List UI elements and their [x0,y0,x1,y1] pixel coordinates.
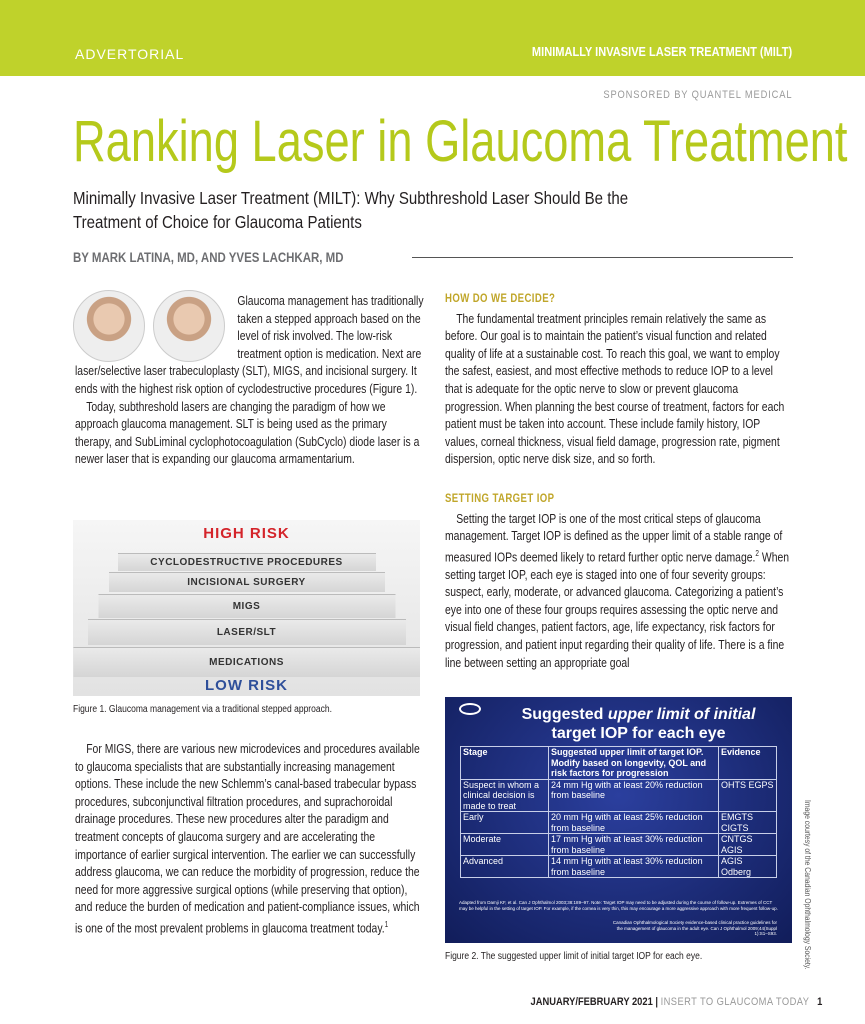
left-column [75,292,425,468]
slide-citation: Canadian Ophthalmological Society evidence-based clinical practice guidelines for the management of glaucoma in the adult eye. Can J Ophthalmol 2009;44(Suppl 1):S1–S93. [612,920,777,936]
header-cell: Evidence [719,747,777,780]
header-cell: Stage [461,747,549,780]
paragraph [75,740,425,937]
figure-2-caption: Figure 2. The suggested upper limit of initial target IOP for each eye. [445,951,703,962]
cell: CNTGS AGIS [719,834,777,856]
separator: | [652,996,661,1008]
sponsor-label: SPONSORED BY QUANTEL MEDICAL [602,89,792,101]
slide-note: Adapted from Damji KF, et al. Can J Ophthalmol 2003;38:189–97. Note: Target IOP may need to be adjusted during the course of follow-up. Extremes of CCT may be helpful in the setting of target IOP. For example, if the cornea is very thin, this may encourage a more aggressive approach with more frequent follow-up. [459,900,778,911]
title-part: target IOP for each eye [551,725,726,742]
cell: Advanced [461,856,549,878]
step-cyclodestructive: CYCLODESTRUCTIVE PROCEDURES [118,553,376,571]
right-column [445,290,793,671]
step-laser-slt: LASER/SLT [88,619,406,645]
target-iop-table [460,746,777,878]
step-migs: MIGS [98,594,395,618]
figure-1-staircase [73,520,420,696]
figure-1-caption: Figure 1. Glaucoma management via a traditional stepped approach. [73,704,332,715]
figure-2-slide [445,697,792,943]
advertorial-label: ADVERTORIAL [75,46,185,62]
page-footer [530,996,822,1008]
title-part: upper limit of initial [607,706,756,723]
paragraph-text: When setting target IOP, each eye is staged into one of four severity groups: suspect, early, moderate, or advanced glaucoma. Categorizing a patient’s eye into one of these four groups requires assessing the optic nerve and visual field changes, patient factors, age, life expectancy, risk factors for progression, and patient input regarding their quality of life. There is a fine line between setting an appropriate goal [445,549,790,670]
table-row [461,856,777,878]
cell: 17 mm Hg with at least 30% reduction from baseline [549,834,719,856]
cell: Suspect in whom a clinical decision is made to treat [461,779,549,812]
header-bar [0,0,865,76]
table-row [461,779,777,812]
article-subtitle: Minimally Invasive Laser Treatment (MILT): Why Subthreshold Laser Should Be the Treatment of Choice for Glaucoma Patients [73,188,629,232]
paragraph-text: Setting the target IOP is one of the most critical steps of glaucoma management. Target IOP is defined as the upper limit of a stable range of measured IOPs deemed likely to retard further optic nerve damage. [445,510,783,565]
issue-date: JANUARY/FEBRUARY 2021 [530,996,653,1008]
step-medications: MEDICATIONS [73,647,420,677]
table-header [461,747,777,780]
paragraph-text: For MIGS, there are various new microdevices and procedures available to glaucoma specialists that are substantially increasing management options. These include the new Schlemm’s canal-based trabecular bypass procedures, subconjunctival filtration procedures, and suprachoroidal drainage procedures. These new procedures alter the paradigm and treatment concepts of glaucoma surgery and are accelerating the importance of earlier surgical intervention. The earlier we can successfully address glaucoma, we can reduce the morbidity of progression, reduce the need for more aggressive surgical options (while preserving that option), and reduce the burden of medication and patient-compliance issues, which is one of the most prevalent problems in glaucoma treatment today. [75,741,420,936]
paragraph: Glaucoma management has traditionally taken a stepped approach based on the level of risk involved. The low-risk treatment option is medication. Next are laser/selective laser trabeculoplasty (SLT), MIGS, and incisional surgery. It ends with the highest risk option of cyclodestructive procedures (Figure 1). [75,293,424,396]
cell: 20 mm Hg with at least 25% reduction from baseline [549,812,719,834]
cell: OHTS EGPS [719,779,777,812]
article-title: Ranking Laser in Glaucoma Treatment [73,109,848,174]
cell: EMGTS CIGTS [719,812,777,834]
cell: Early [461,812,549,834]
low-risk-label: LOW RISK [205,677,288,694]
paragraph [445,510,793,672]
page-number: 1 [816,996,822,1008]
table-row [461,834,777,856]
section-heading: SETTING TARGET IOP [445,490,555,505]
high-risk-label: HIGH RISK [203,525,290,542]
footnote-ref: 1 [384,919,389,929]
cell: 24 mm Hg with at least 20% reduction from baseline [549,779,719,812]
publication-name: INSERT TO GLAUCOMA TODAY [660,996,809,1008]
image-credit: Image courtesy of the Canadian Ophthalmology Society. [803,800,812,970]
header-cell: Suggested upper limit of target IOP. Modify based on longevity, QOL and risk factors for progression [549,747,719,780]
section-label: MINIMALLY INVASIVE LASER TREATMENT (MILT) [531,44,792,59]
paragraph: Today, subthreshold lasers are changing the paradigm of how we approach glaucoma management. SLT is being used as the primary therapy, and SubLiminal cyclophotocoagulation (SubCyclo) diode laser is a newer laser that is expanding our glaucoma armamentarium. [75,398,420,467]
table-row [461,812,777,834]
cell: AGIS Odberg [719,856,777,878]
cell: 14 mm Hg with at least 30% reduction from baseline [549,856,719,878]
title-part: Suggested [521,706,608,723]
step-incisional: INCISIONAL SURGERY [109,572,385,592]
byline: BY MARK LATINA, MD, AND YVES LACHKAR, MD [73,250,344,265]
divider [412,257,793,258]
footnote-ref: 2 [755,548,759,558]
left-column-lower [75,740,425,937]
cell: Moderate [461,834,549,856]
paragraph: The fundamental treatment principles remain relatively the same as before. Our goal is to maintain the patient’s visual function and related quality of life at a sustainable cost. To reach this goal, we want to employ the safest, easiest, and most effective methods to reduce IOP to a level that is adequate for the optic nerve to slow or prevent glaucoma progression. When planning the best course of treatment, factors for each patient must be taken into account. These include family history, IOP values, corneal thickness, visual field damage, progression rate, pigment dispersion, optic nerve disk size, and so forth. [445,310,785,467]
section-heading: HOW DO WE DECIDE? [445,291,556,305]
slide-title [445,705,792,743]
